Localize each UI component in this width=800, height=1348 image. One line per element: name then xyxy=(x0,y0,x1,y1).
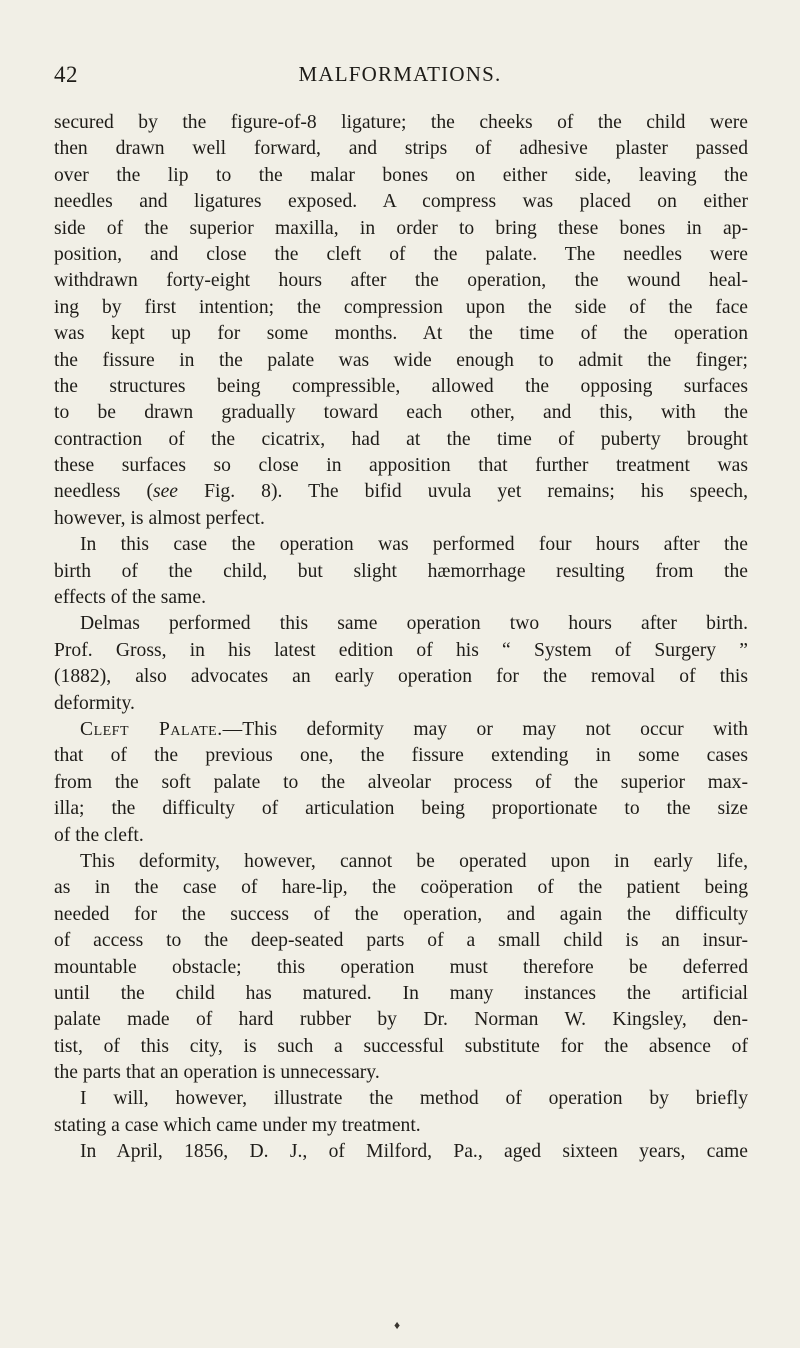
text-line: position, and close the cleft of the palate. The needles were xyxy=(54,243,748,265)
text-line: was kept up for some months. At the time of the operation xyxy=(54,323,748,345)
section-heading: Cleft Palate. xyxy=(80,718,223,740)
text-line: This deformity, however, cannot be operated upon in early life, xyxy=(80,850,748,872)
text-line: the parts that an operation is unnecessary. xyxy=(54,1062,380,1084)
text-line: illa; the difficulty of articulation being proportionate to the size xyxy=(54,798,748,820)
text-line: I will, however, illustrate the method of operation by briefly xyxy=(80,1088,748,1110)
text-line-figure-ref xyxy=(54,479,748,505)
text-line: In this case the operation was performed four hours after the xyxy=(80,534,748,556)
text-segment: Fig. 8). The bifid uvula yet remains; his speech, xyxy=(178,481,749,503)
text-line: side of the superior maxilla, in order to bring these bones in ap- xyxy=(54,217,748,239)
text-line: from the soft palate to the alveolar process of the superior max- xyxy=(54,771,748,793)
text-line: needed for the success of the operation, and again the difficulty xyxy=(54,903,748,925)
body-text xyxy=(54,110,748,1166)
section-heading-line xyxy=(54,717,748,743)
text-segment: —This deformity may or may not occur with xyxy=(222,718,748,740)
text-line: of access to the deep-seated parts of a small child is an insur- xyxy=(54,930,748,952)
text-line: palate made of hard rubber by Dr. Norman W. Kingsley, den- xyxy=(54,1009,748,1031)
signature-mark: ♦ xyxy=(394,1318,401,1332)
text-line: the structures being compressible, allowed the opposing surfaces xyxy=(54,375,748,397)
text-line: In April, 1856, D. J., of Milford, Pa., aged sixteen years, came xyxy=(80,1141,748,1163)
text-line: until the child has matured. In many instances the artificial xyxy=(54,982,748,1004)
text-segment: needless ( xyxy=(54,481,153,503)
text-line: birth of the child, but slight hæmorrhage resulting from the xyxy=(54,560,748,582)
text-line: secured by the figure-of-8 ligature; the cheeks of the child were xyxy=(54,112,748,133)
text-line: tist, of this city, is such a successful substitute for the absence of xyxy=(54,1035,748,1057)
text-line: stating a case which came under my treatment. xyxy=(54,1114,421,1136)
text-line: these surfaces so close in apposition that further treatment was xyxy=(54,455,748,477)
text-line: effects of the same. xyxy=(54,587,206,609)
text-line: over the lip to the malar bones on either side, leaving the xyxy=(54,164,748,186)
text-line: of the cleft. xyxy=(54,824,144,846)
text-line: to be drawn gradually toward each other, and this, with the xyxy=(54,402,748,424)
text-line: then drawn well forward, and strips of adhesive plaster passed xyxy=(54,138,748,160)
text-line: Delmas performed this same operation two hours after birth. xyxy=(80,613,748,635)
text-line: deformity. xyxy=(54,692,135,714)
text-line: that of the previous one, the fissure extending in some cases xyxy=(54,745,748,767)
running-head: MALFORMATIONS. xyxy=(298,62,502,86)
text-line: mountable obstacle; this operation must therefore be deferred xyxy=(54,956,748,978)
text-line: contraction of the cicatrix, had at the time of puberty brought xyxy=(54,428,748,450)
text-line: (1882), also advocates an early operation for the removal of this xyxy=(54,666,748,688)
page-header xyxy=(0,62,800,92)
text-line: the fissure in the palate was wide enough to admit the finger; xyxy=(54,349,748,371)
text-line: Prof. Gross, in his latest edition of his “ System of Surgery ” xyxy=(54,639,748,661)
page-number: 42 xyxy=(54,62,78,87)
see-italic: see xyxy=(152,481,179,503)
text-line: needles and ligatures exposed. A compress was placed on either xyxy=(54,191,748,213)
text-line: as in the case of hare-lip, the coöperation of the patient being xyxy=(54,877,748,899)
text-line: withdrawn forty-eight hours after the operation, the wound heal- xyxy=(54,270,748,292)
text-line: however, is almost perfect. xyxy=(54,507,265,529)
text-line: ing by first intention; the compression upon the side of the face xyxy=(54,296,748,318)
